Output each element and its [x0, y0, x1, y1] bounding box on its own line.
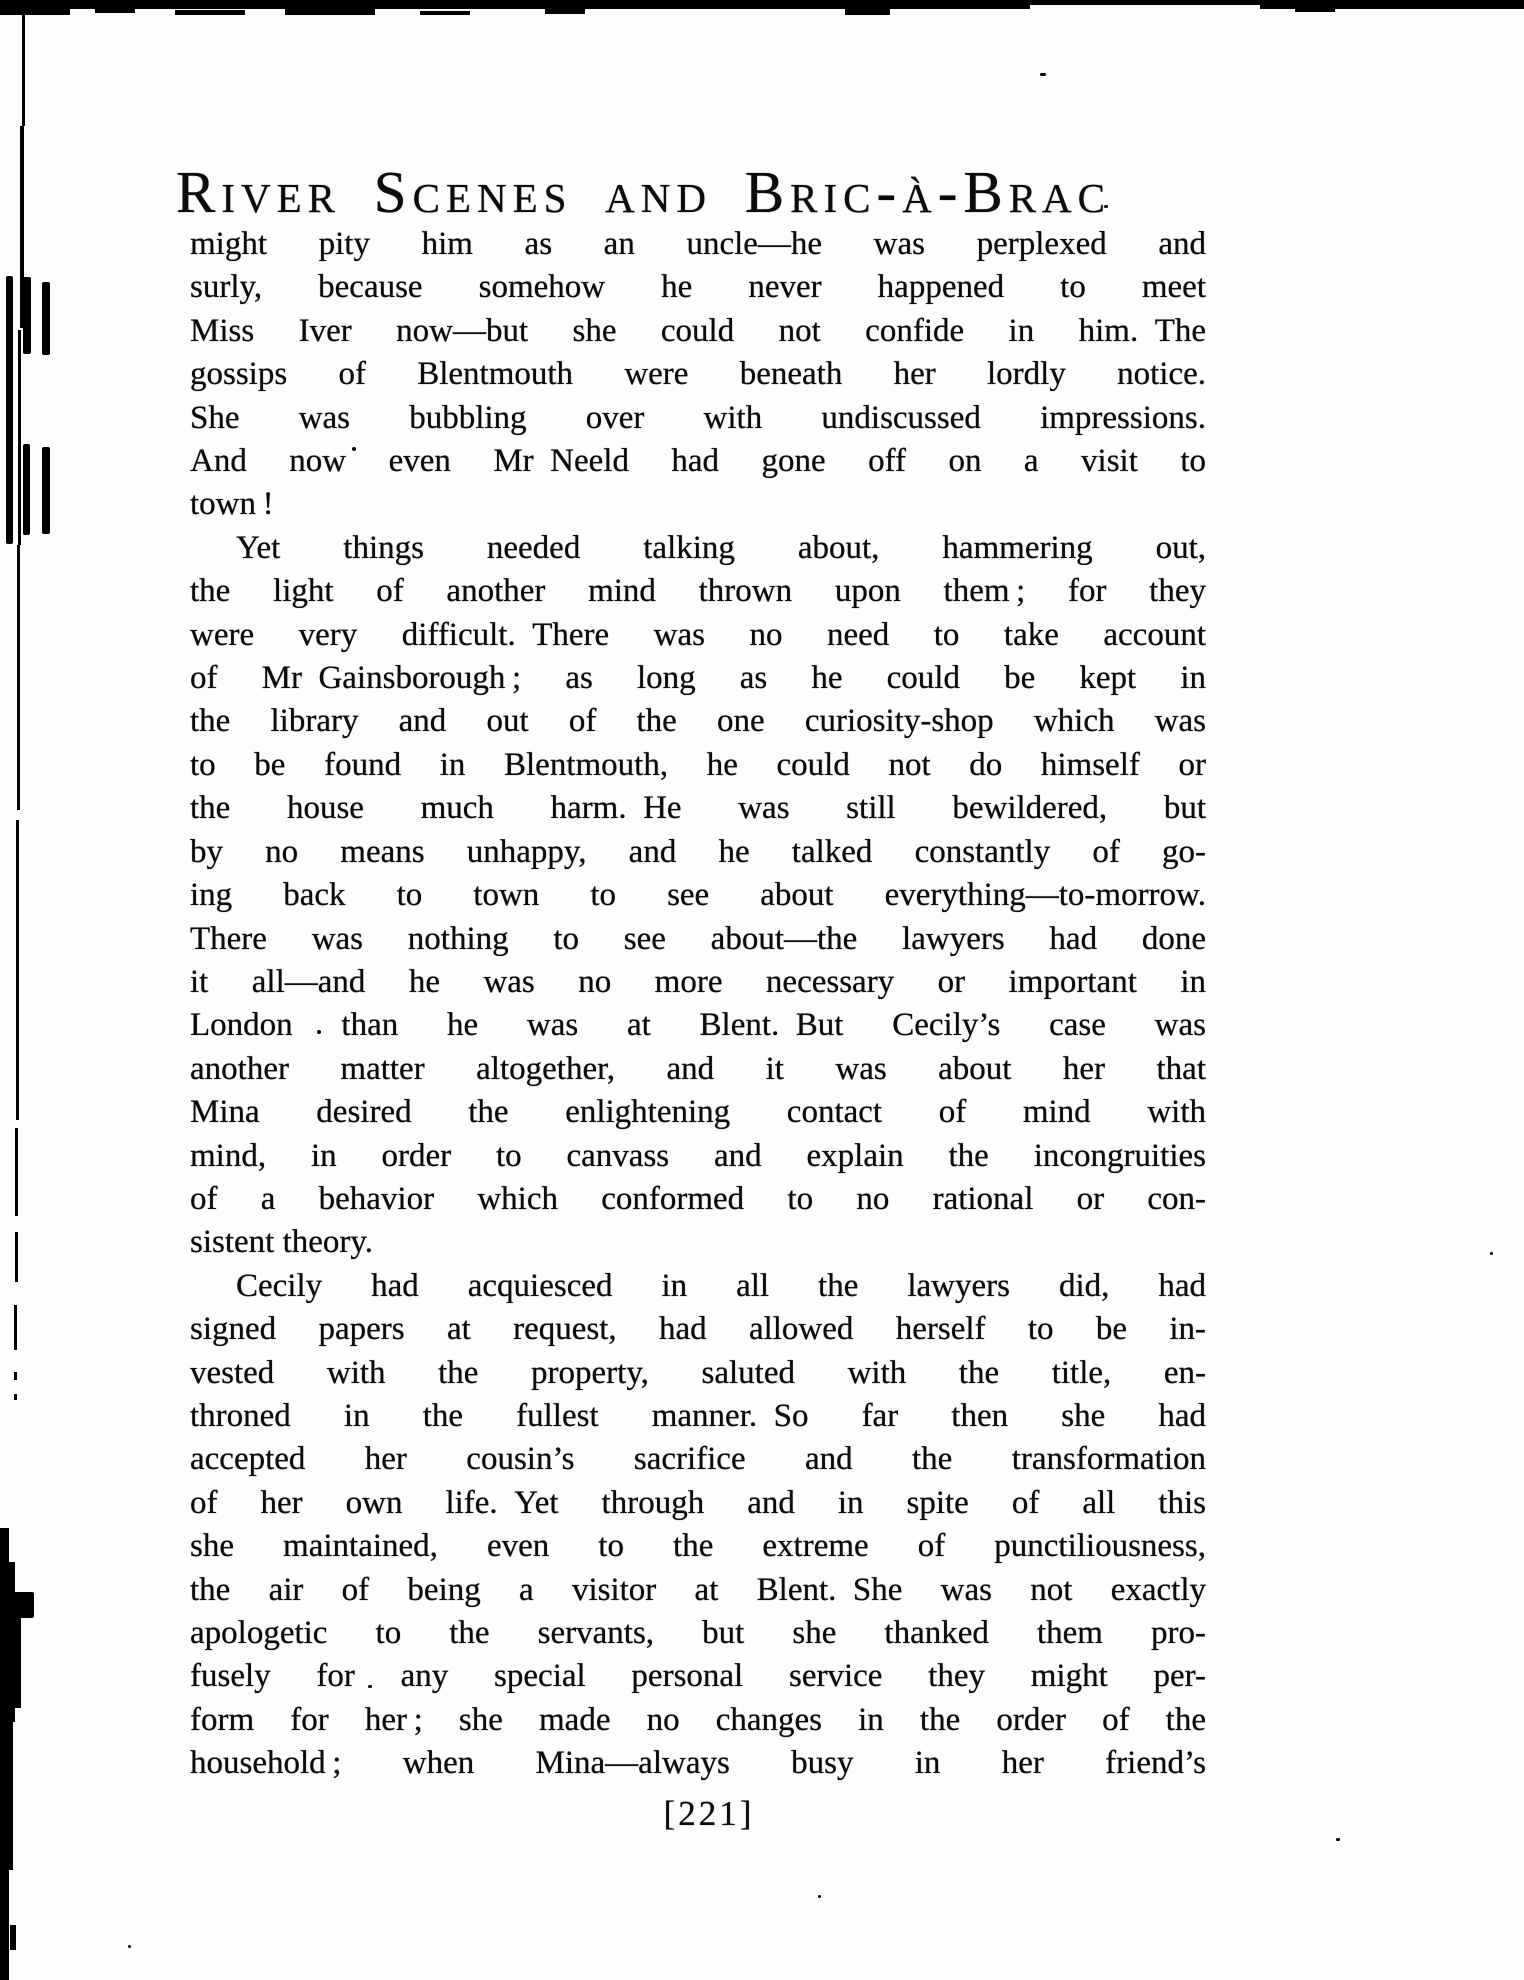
- text-line: the house much harm. He was still bewildered, but: [190, 790, 1206, 827]
- corner-blob: [0, 1700, 13, 1870]
- text-line: fusely for any special personal service they might per-: [190, 1658, 1206, 1695]
- text-line: And now even Mr Neeld had gone off on a visit to: [190, 443, 1206, 480]
- margin-mark-bar: [23, 444, 30, 535]
- text-line: household ; when Mina—always busy in her friend’s: [190, 1745, 1206, 1782]
- scan-speck: [818, 1895, 821, 1898]
- text-line: ing back to town to see about everything—to-morrow.: [190, 877, 1206, 914]
- text-line: were very difficult. There was no need to take account: [190, 616, 1206, 653]
- scan-speck: [1336, 1838, 1340, 1841]
- binding-line-segment: [14, 1305, 17, 1350]
- text-line: the air of being a visitor at Blent. She was not exactly: [190, 1571, 1206, 1608]
- text-line: vested with the property, saluted with the title, en-: [190, 1354, 1206, 1391]
- scan-top-bar-ragged: [175, 10, 245, 15]
- corner-blob: [0, 1618, 21, 1708]
- binding-line-dash: [14, 1372, 17, 1380]
- binding-line-segment: [17, 545, 20, 810]
- binding-line-dash: [14, 1394, 17, 1400]
- scan-top-bar-ragged: [0, 8, 70, 15]
- text-line: of a behavior which conformed to no rational or con-: [190, 1180, 1206, 1217]
- text-line: apologetic to the servants, but she thanked them pro-: [190, 1615, 1206, 1651]
- text-line: She was bubbling over with undiscussed impressions.: [190, 399, 1206, 436]
- scan-top-bar-notch: [1030, 5, 1260, 11]
- binding-line-segment: [22, 6, 25, 126]
- text-line: of Mr Gainsborough ; as long as he could be kept in: [190, 660, 1206, 697]
- text-line: she maintained, even to the extreme of punctiliousness,: [190, 1528, 1206, 1565]
- scan-top-bar-ragged: [420, 11, 470, 15]
- text-line: Yet things needed talking about, hammering out,: [236, 529, 1206, 566]
- text-line: the light of another mind thrown upon them ; for they: [190, 573, 1206, 610]
- text-line: mind, in order to canvass and explain the incongruities: [190, 1137, 1206, 1174]
- text-line: surly, because somehow he never happened to meet: [190, 269, 1206, 306]
- scan-speck: [1490, 1252, 1493, 1255]
- text-line: town !: [190, 486, 274, 523]
- scan-speck: [128, 1945, 131, 1948]
- page-number: [221]: [663, 1794, 755, 1833]
- text-line: of her own life. Yet through and in spite of all this: [190, 1484, 1206, 1521]
- text-line: form for her ; she made no changes in the order of the: [190, 1701, 1206, 1738]
- text-line: accepted her cousin’s sacrifice and the transformation: [190, 1441, 1206, 1478]
- scan-top-bar-ragged: [95, 9, 135, 13]
- text-line: Mina desired the enlightening contact of mind with: [190, 1094, 1206, 1131]
- binding-line-segment: [15, 1128, 18, 1216]
- text-line: by no means unhappy, and he talked constantly of go-: [190, 833, 1206, 870]
- text-line: it all—and he was no more necessary or important in: [190, 963, 1206, 1000]
- text-line: might pity him as an uncle—he was perplexed and: [190, 226, 1206, 262]
- scan-top-bar-ragged: [845, 9, 890, 15]
- text-line: to be found in Blentmouth, he could not do himself or: [190, 746, 1206, 783]
- binding-line-segment: [18, 330, 21, 545]
- text-line: There was nothing to see about—the lawyers had done: [190, 920, 1206, 957]
- corner-blob: [0, 1592, 34, 1618]
- margin-mark-bar: [42, 447, 50, 534]
- page-body: [190, 223, 1206, 1786]
- margin-mark-bar: [23, 277, 31, 354]
- text-line: Cecily had acquiesced in all the lawyers did, had: [236, 1267, 1206, 1304]
- scan-top-bar-ragged: [285, 9, 375, 15]
- corner-blob: [10, 1925, 16, 1950]
- margin-mark-bar: [6, 276, 13, 544]
- scan-speck: [1040, 73, 1046, 76]
- chapter-running-head: River Scenes and Bric-à-Brac: [176, 159, 1111, 225]
- text-line: signed papers at request, had allowed herself to be in-: [190, 1311, 1206, 1348]
- text-line: gossips of Blentmouth were beneath her lordly notice.: [190, 356, 1206, 393]
- text-line: sistent theory.: [190, 1224, 373, 1261]
- text-line: the library and out of the one curiosity-shop which was: [190, 703, 1206, 740]
- margin-mark-bar: [42, 282, 50, 355]
- binding-line-segment: [16, 820, 19, 1120]
- text-line: another matter altogether, and it was about her that: [190, 1050, 1206, 1087]
- text-line: Miss Iver now—but she could not confide in him. The: [190, 312, 1206, 349]
- binding-line-segment: [15, 1232, 18, 1282]
- scan-top-bar-ragged: [1295, 9, 1335, 12]
- text-line: London than he was at Blent. But Cecily’s case was: [190, 1007, 1206, 1044]
- text-line: throned in the fullest manner. So far then she had: [190, 1397, 1206, 1434]
- scan-top-bar-ragged: [545, 9, 585, 14]
- scan-top-bar: [0, 0, 1524, 9]
